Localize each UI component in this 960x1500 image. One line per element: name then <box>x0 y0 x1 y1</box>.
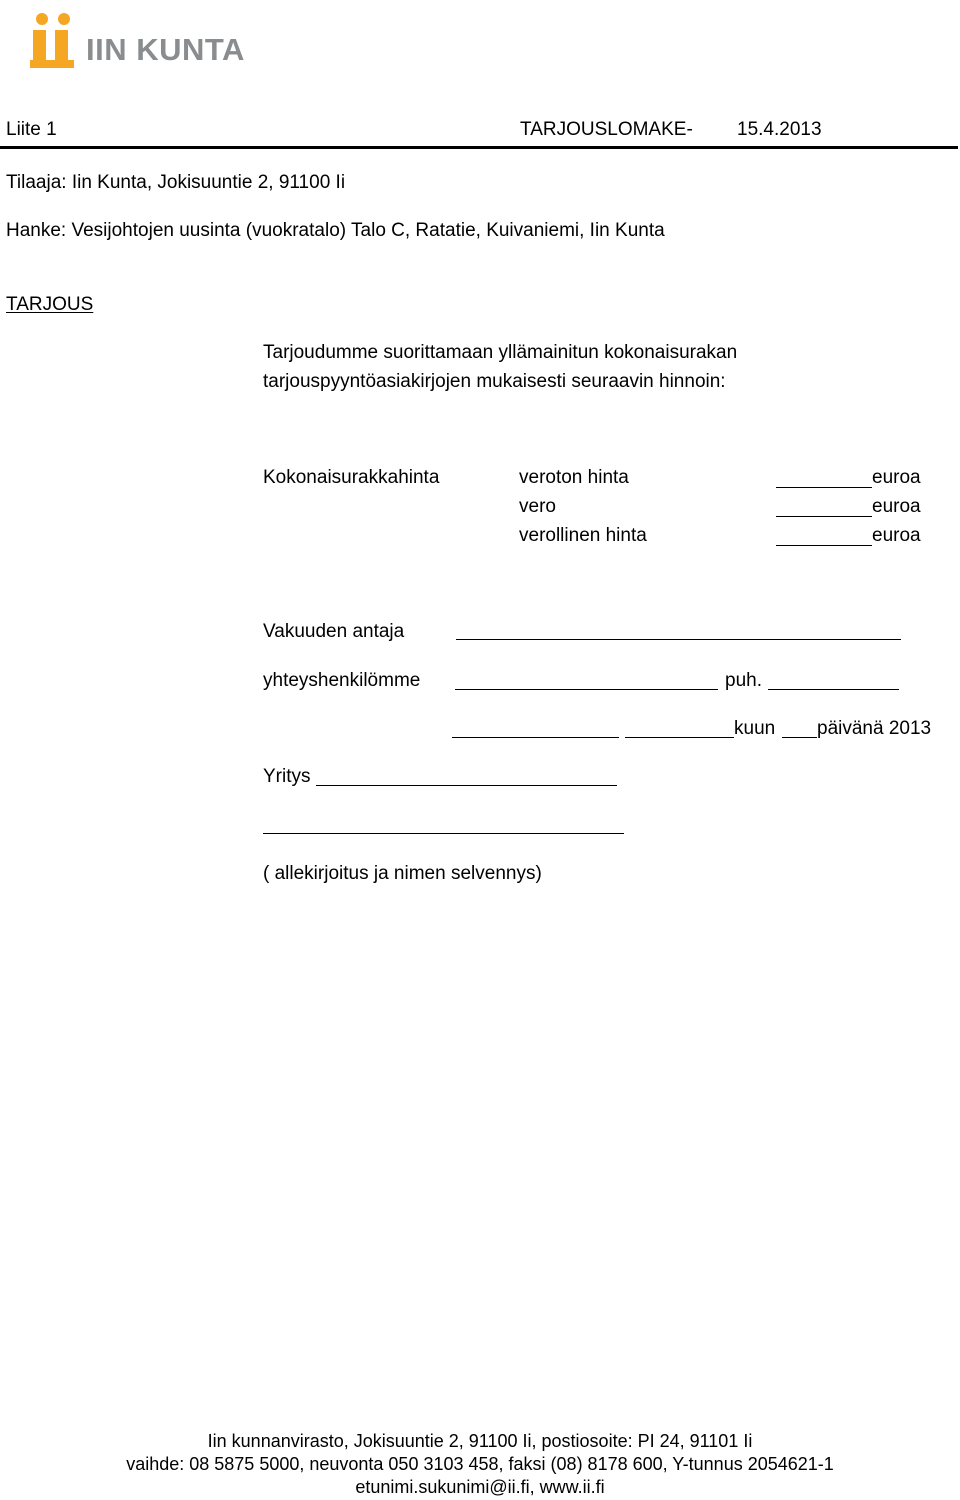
contact-label: yhteyshenkilömme <box>263 670 421 691</box>
phone-label: puh. <box>725 670 762 691</box>
form-title: TARJOUSLOMAKE- <box>520 119 693 140</box>
guarantor-label: Vakuuden antaja <box>263 621 405 642</box>
form-date: 15.4.2013 <box>737 119 822 140</box>
attachment-label: Liite 1 <box>6 119 57 140</box>
price-row-unit: euroa <box>872 525 921 546</box>
footer-web: etunimi.sukunimi@ii.fi, www.ii.fi <box>355 1477 605 1497</box>
logo-wordmark: IIN KUNTA <box>86 32 245 67</box>
project-info: Hanke: Vesijohtojen uusinta (vuokratalo) Talo C, Ratatie, Kuivaniemi, Iin Kunta <box>6 220 665 241</box>
price-gross-field[interactable] <box>776 545 872 546</box>
company-field[interactable] <box>316 785 617 786</box>
phone-field[interactable] <box>768 689 899 690</box>
footer-contact: vaihde: 08 5875 5000, neuvonta 050 3103 458, faksi (08) 8178 600, Y-tunnus 2054621-1 <box>126 1454 834 1474</box>
price-row-unit: euroa <box>872 467 921 488</box>
guarantor-field[interactable] <box>456 639 901 640</box>
price-row-unit: euroa <box>872 496 921 517</box>
offer-intro-line-2: tarjouspyyntöasiakirjojen mukaisesti seuraavin hinnoin: <box>263 371 726 392</box>
month-field[interactable] <box>782 737 817 738</box>
iin-kunta-emblem-icon <box>30 12 82 68</box>
price-row-name: veroton hinta <box>519 467 629 488</box>
price-row-name: verollinen hinta <box>519 525 647 546</box>
offer-heading: TARJOUS <box>6 294 94 315</box>
company-label: Yritys <box>263 766 311 787</box>
iin-kunta-logo <box>30 12 280 72</box>
price-net-field[interactable] <box>776 487 872 488</box>
place-field[interactable] <box>452 737 619 738</box>
date-month-label: kuun <box>734 718 776 739</box>
contact-field[interactable] <box>455 689 718 690</box>
day-field[interactable] <box>625 737 734 738</box>
signature-field[interactable] <box>263 833 624 834</box>
price-tax-field[interactable] <box>776 516 872 517</box>
date-day-label: päivänä 2013 <box>817 718 932 739</box>
client-info: Tilaaja: Iin Kunta, Jokisuuntie 2, 91100 Ii <box>6 172 346 193</box>
signature-label: ( allekirjoitus ja nimen selvennys) <box>263 863 542 884</box>
header-rule <box>0 146 958 149</box>
footer-address: Iin kunnanvirasto, Jokisuuntie 2, 91100 Ii, postiosoite: PI 24, 91101 Ii <box>207 1431 753 1451</box>
price-row-name: vero <box>519 496 556 517</box>
offer-intro-line-1: Tarjoudumme suorittamaan yllämainitun kokonaisurakan <box>263 342 738 363</box>
total-price-label: Kokonaisurakkahinta <box>263 467 440 488</box>
